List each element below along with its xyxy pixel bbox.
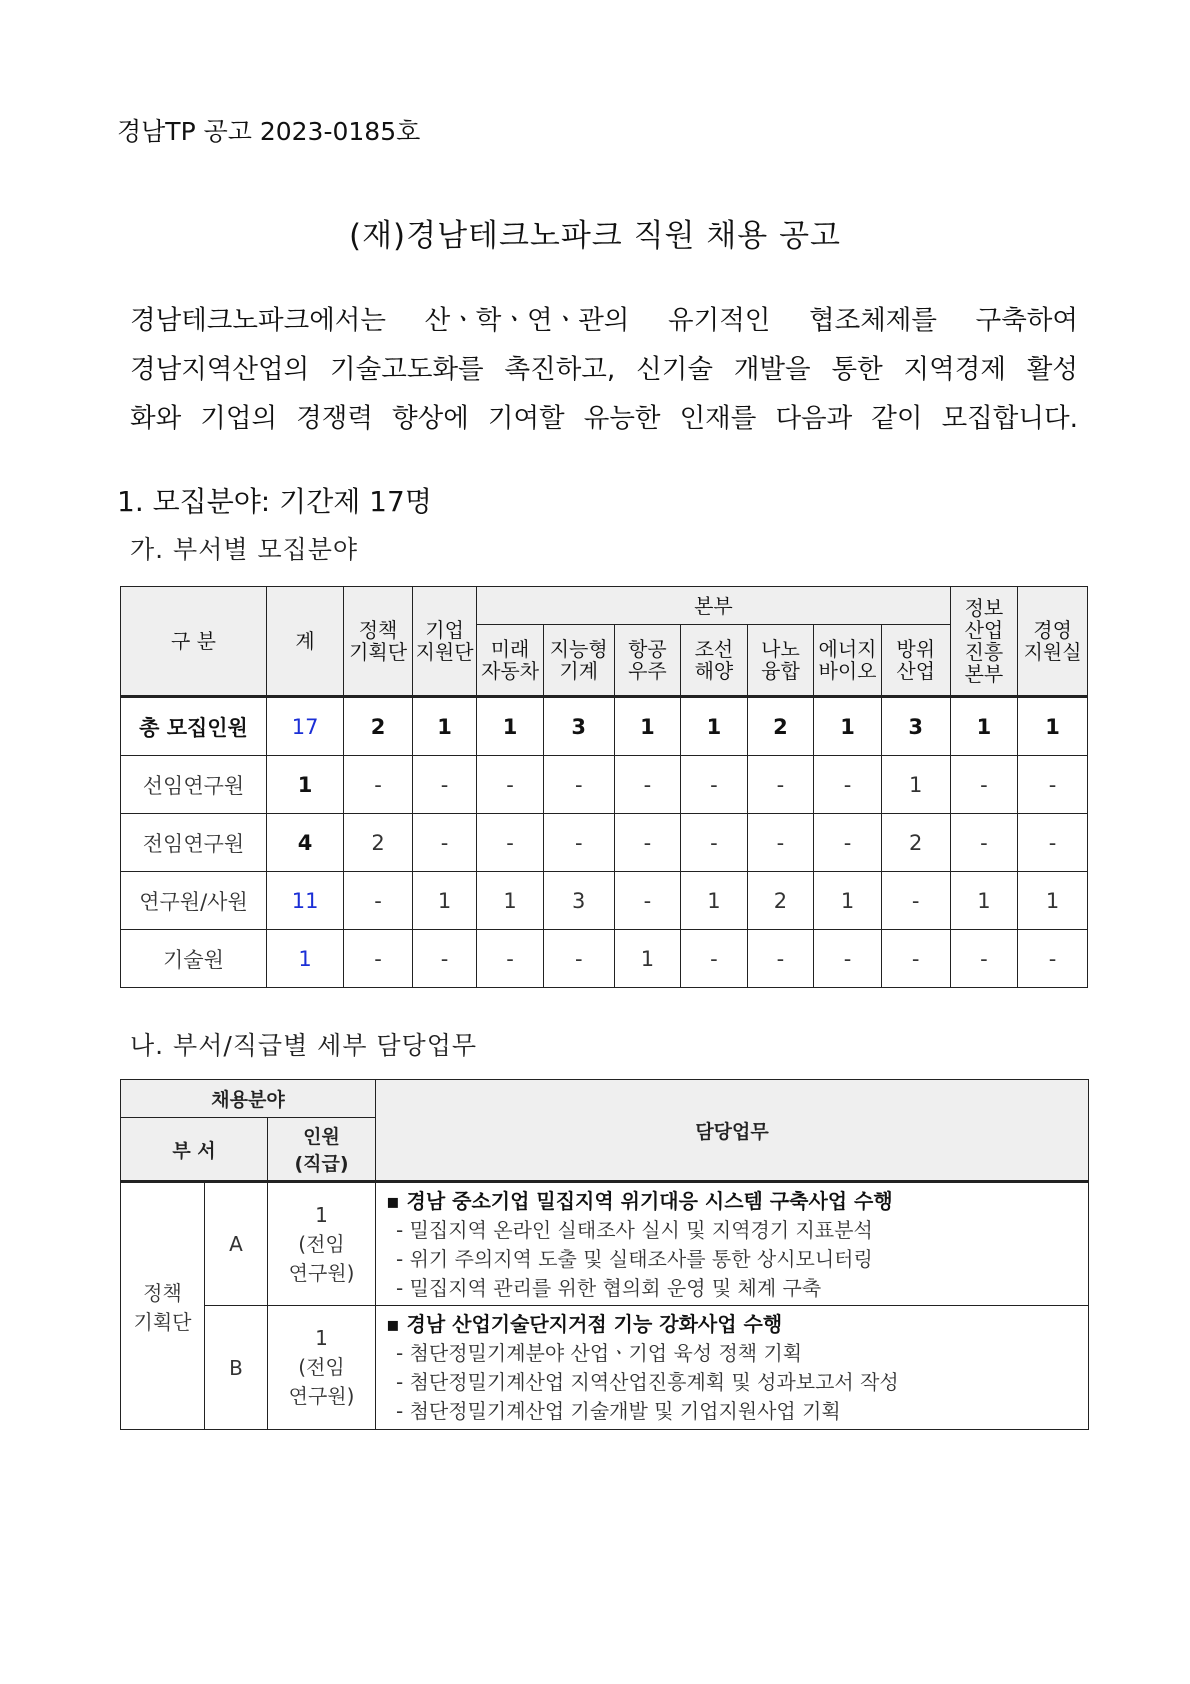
table-row <box>121 1306 1089 1430</box>
table-cell: - <box>614 756 681 814</box>
table-cell: 3 <box>881 697 950 756</box>
table-cell: - <box>477 756 544 814</box>
row-label: 총 모집인원 <box>121 697 267 756</box>
header-gubun: 구 분 <box>121 587 267 697</box>
table-cell: 1 <box>950 872 1018 930</box>
headcount: 1 (전임 연구원) <box>268 1182 376 1306</box>
duty-item: - 밀집지역 관리를 위한 협의회 운영 및 체계 구축 <box>396 1276 822 1300</box>
table-cell: - <box>412 756 476 814</box>
header-hq-sub: 미래 자동차 <box>477 625 544 697</box>
header-company: 기업 지원단 <box>412 587 476 697</box>
section-heading: 1. 모집분야: 기간제 17명 <box>117 485 432 518</box>
table-cell: 1 <box>614 930 681 988</box>
intro-line: 경남지역산업의 기술고도화를 촉진하고, 신기술 개발을 통한 지역경제 활성 <box>130 354 1078 385</box>
table-cell: - <box>950 756 1018 814</box>
table-row <box>121 814 1088 872</box>
table-cell: - <box>681 814 748 872</box>
table-cell: - <box>747 756 814 814</box>
table-row <box>121 930 1088 988</box>
table-cell: - <box>1018 756 1088 814</box>
row-label: 전임연구원 <box>121 814 267 872</box>
team-label: B <box>205 1306 268 1430</box>
table-cell: - <box>881 930 950 988</box>
header-policy: 정책 기획단 <box>344 587 413 697</box>
row-total: 1 <box>266 756 343 814</box>
table-cell: - <box>344 756 413 814</box>
table-cell: 3 <box>543 697 614 756</box>
table-cell: 1 <box>614 697 681 756</box>
header-info: 정보 산업 진흥 본부 <box>950 587 1018 697</box>
row-label: 연구원/사원 <box>121 872 267 930</box>
table-row <box>121 1182 1089 1306</box>
table-cell: - <box>412 930 476 988</box>
table-cell: - <box>543 814 614 872</box>
table-cell: 1 <box>477 872 544 930</box>
header-hq-sub: 항공 우주 <box>614 625 681 697</box>
subsection-duty: 나. 부서/직급별 세부 담당업무 <box>130 1031 478 1060</box>
row-total: 1 <box>266 930 343 988</box>
duty-description <box>376 1182 1089 1306</box>
duty-item: - 첨단정밀기계산업 기술개발 및 기업지원사업 기획 <box>396 1399 841 1423</box>
row-total: 11 <box>266 872 343 930</box>
intro-paragraph <box>130 296 1078 443</box>
table-cell: 1 <box>412 697 476 756</box>
table-cell: 1 <box>412 872 476 930</box>
table-row <box>121 872 1088 930</box>
table-cell: - <box>1018 930 1088 988</box>
table-cell: 2 <box>747 697 814 756</box>
duty-head: ▪ 경남 중소기업 밀집지역 위기대응 시스템 구축사업 수행 <box>386 1189 893 1213</box>
table-cell: - <box>950 814 1018 872</box>
table-cell: 2 <box>881 814 950 872</box>
row-total: 17 <box>266 697 343 756</box>
table-cell: - <box>614 814 681 872</box>
table-cell: - <box>681 756 748 814</box>
table-cell: - <box>543 756 614 814</box>
duty-item: - 위기 주의지역 도출 및 실태조사를 통한 상시모니터링 <box>396 1247 873 1271</box>
intro-line: 화와 기업의 경쟁력 향상에 기여할 유능한 인재를 다음과 같이 모집합니다. <box>130 403 1078 434</box>
duty-item: - 첨단정밀기계분야 산업ㆍ기업 육성 정책 기획 <box>396 1341 803 1365</box>
table-cell: 1 <box>681 697 748 756</box>
header-duty: 담당업무 <box>376 1080 1089 1182</box>
table-cell: 1 <box>477 697 544 756</box>
table-cell: - <box>814 814 882 872</box>
header-dept: 부 서 <box>121 1118 268 1182</box>
header-field: 채용분야 <box>121 1080 376 1118</box>
header-hq-sub: 에너지 바이오 <box>814 625 882 697</box>
header-mgmt: 경영 지원실 <box>1018 587 1088 697</box>
intro-line: 경남테크노파크에서는 산ㆍ학ㆍ연ㆍ관의 유기적인 협조체제를 구축하여 <box>130 305 1078 336</box>
header-hq-sub: 나노 융합 <box>747 625 814 697</box>
table-cell: - <box>543 930 614 988</box>
duty-item: - 첨단정밀기계산업 지역산업진흥계획 및 성과보고서 작성 <box>396 1370 899 1394</box>
subsection-dept: 가. 부서별 모집분야 <box>130 535 359 564</box>
row-total: 4 <box>266 814 343 872</box>
table-cell: - <box>814 756 882 814</box>
table-cell: 2 <box>344 697 413 756</box>
table-cell: 1 <box>950 697 1018 756</box>
table-cell: - <box>950 930 1018 988</box>
table-cell: 3 <box>543 872 614 930</box>
table-cell: - <box>747 930 814 988</box>
notice-number: 경남TP 공고 2023-0185호 <box>117 117 421 146</box>
table-cell: - <box>747 814 814 872</box>
table-cell: 1 <box>1018 697 1088 756</box>
header-hq-sub: 방위 산업 <box>881 625 950 697</box>
department-table <box>120 586 1088 988</box>
dept-name: 정책 기획단 <box>121 1182 205 1430</box>
table-cell: - <box>477 930 544 988</box>
header-hq-sub: 지능형 기계 <box>543 625 614 697</box>
duty-head: ▪ 경남 산업기술단지거점 기능 강화사업 수행 <box>386 1312 783 1336</box>
table-cell: 1 <box>1018 872 1088 930</box>
table-cell: - <box>412 814 476 872</box>
duty-description <box>376 1306 1089 1430</box>
table-cell: - <box>681 930 748 988</box>
header-total: 계 <box>266 587 343 697</box>
table-cell: 1 <box>814 697 882 756</box>
table-cell: - <box>881 872 950 930</box>
team-label: A <box>205 1182 268 1306</box>
table-cell: - <box>814 930 882 988</box>
headcount: 1 (전임 연구원) <box>268 1306 376 1430</box>
header-people: 인원 (직급) <box>268 1118 376 1182</box>
table-cell: - <box>614 872 681 930</box>
table-cell: 2 <box>747 872 814 930</box>
row-label: 선임연구원 <box>121 756 267 814</box>
table-cell: - <box>1018 814 1088 872</box>
table-cell: - <box>344 930 413 988</box>
table-cell: - <box>344 872 413 930</box>
table-cell: 2 <box>344 814 413 872</box>
row-label: 기술원 <box>121 930 267 988</box>
table-cell: 1 <box>881 756 950 814</box>
table-row <box>121 697 1088 756</box>
table-row <box>121 756 1088 814</box>
duty-table <box>120 1079 1089 1430</box>
header-hq: 본부 <box>477 587 950 625</box>
table-cell: 1 <box>814 872 882 930</box>
table-cell: - <box>477 814 544 872</box>
header-hq-sub: 조선 해양 <box>681 625 748 697</box>
table-cell: 1 <box>681 872 748 930</box>
page-title: (재)경남테크노파크 직원 채용 공고 <box>349 218 841 254</box>
duty-item: - 밀집지역 온라인 실태조사 실시 및 지역경기 지표분석 <box>396 1218 873 1242</box>
